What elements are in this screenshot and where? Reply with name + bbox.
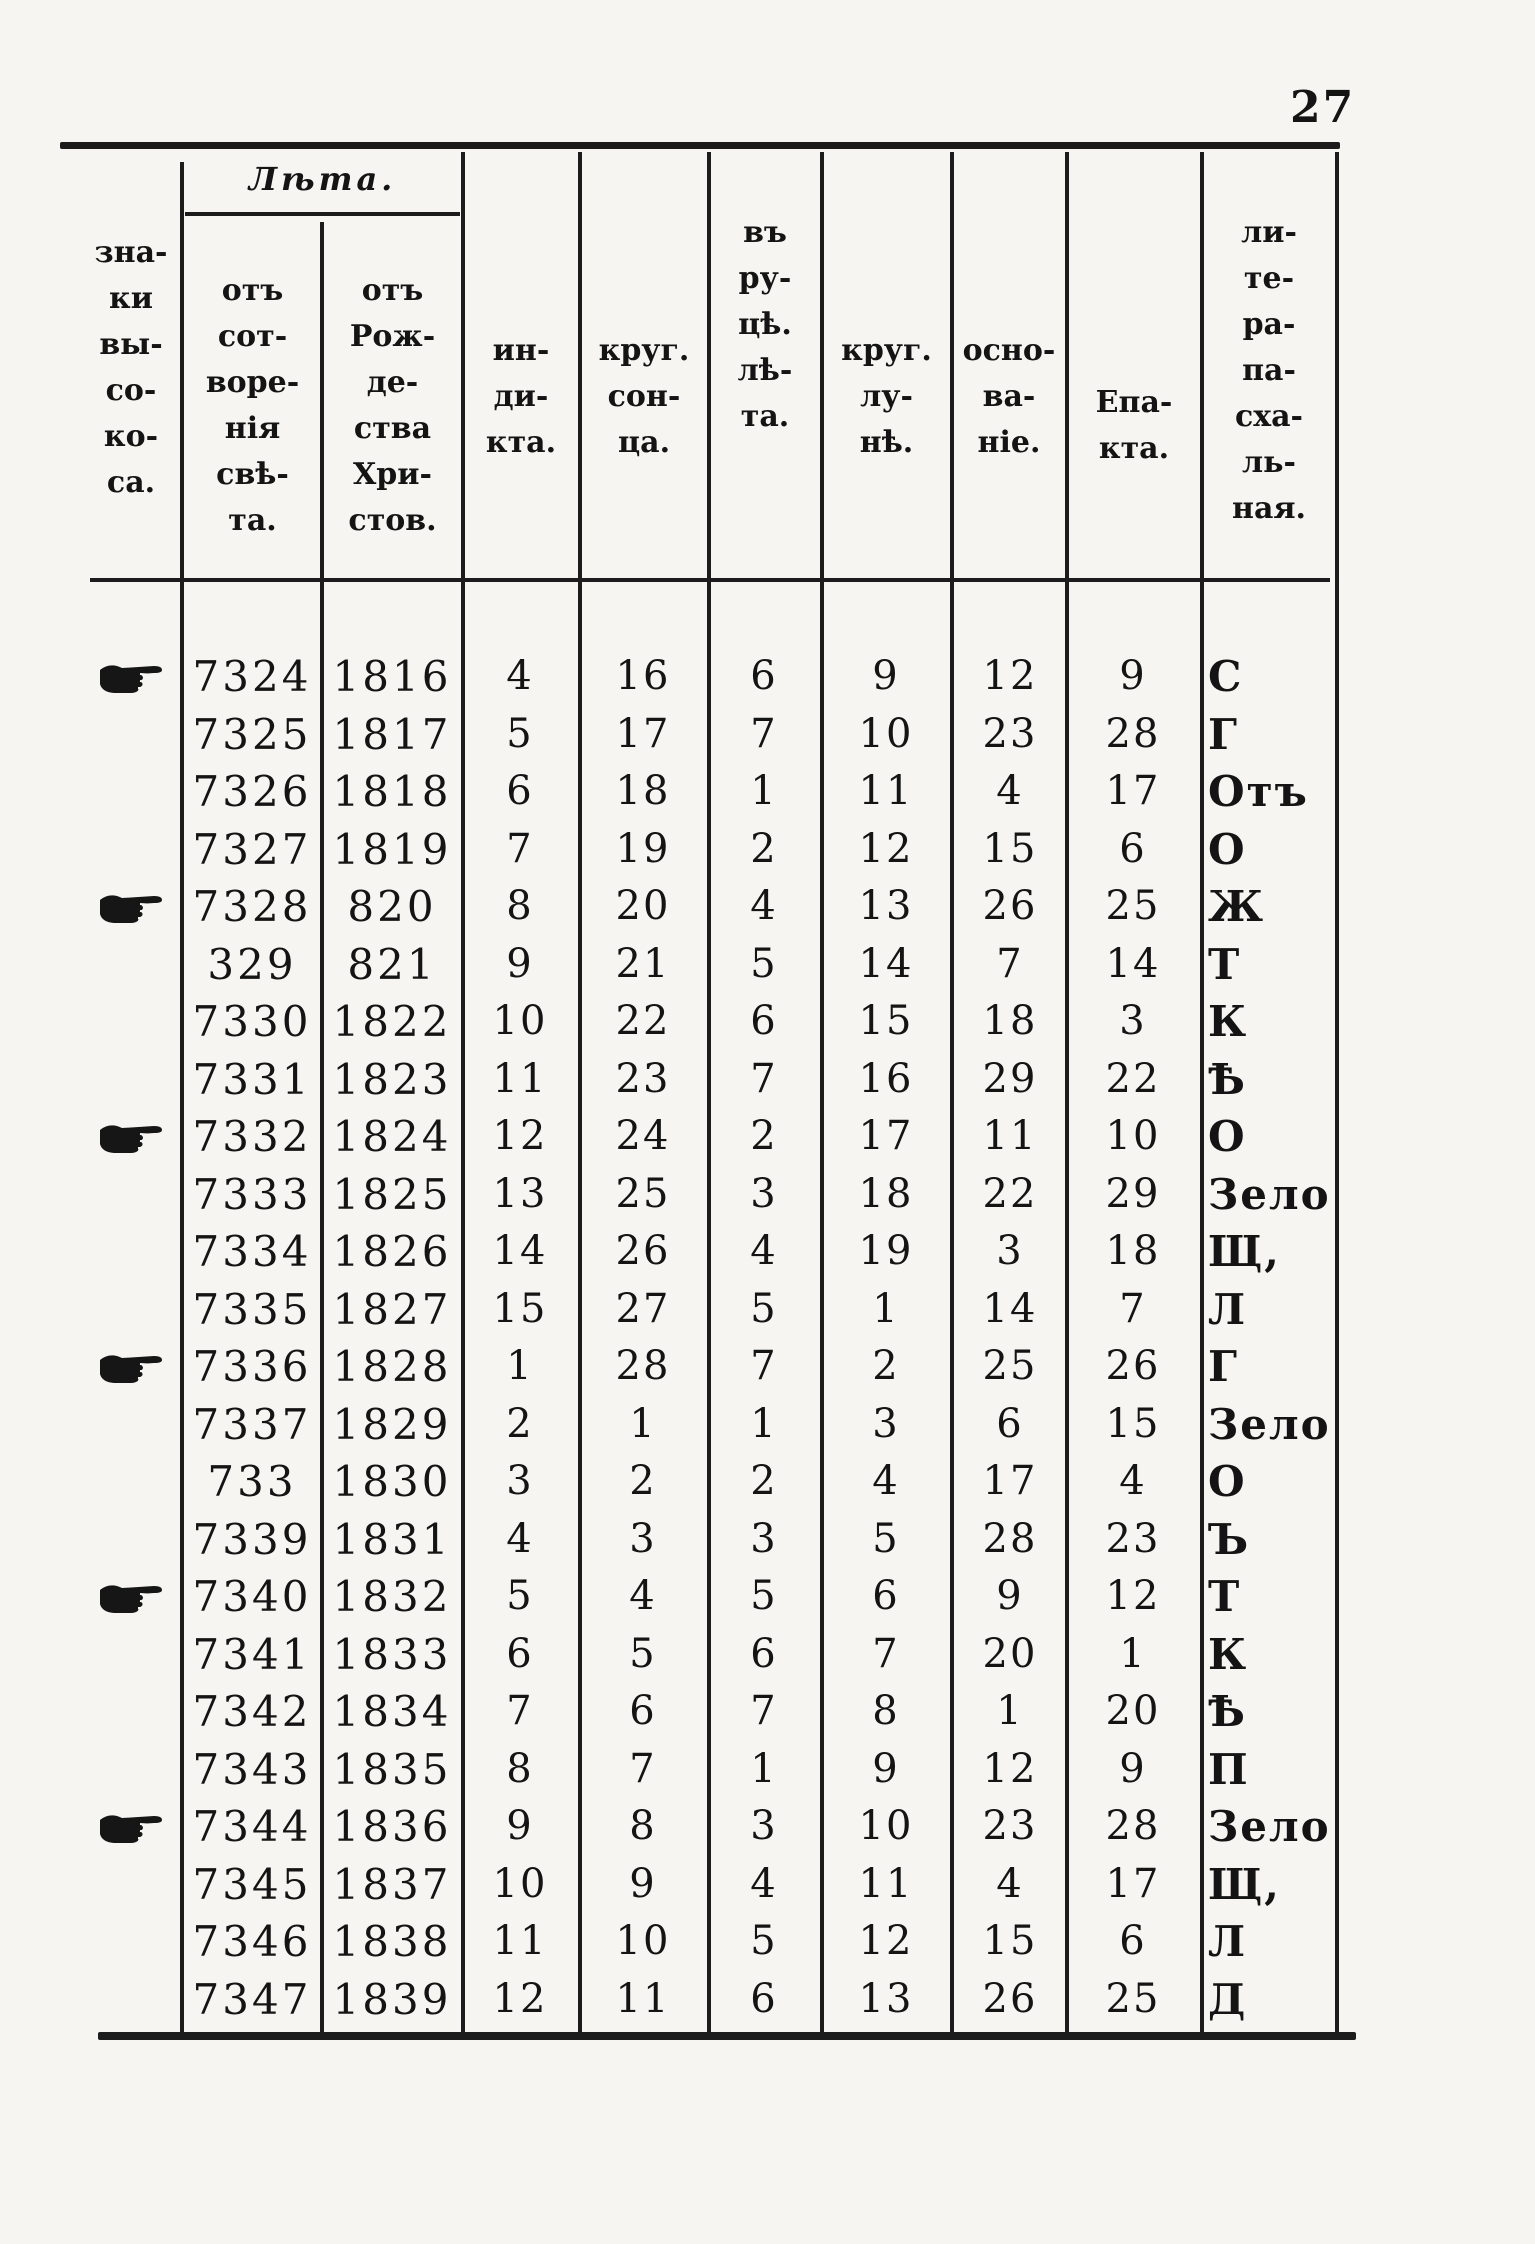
cell-creation-year: 7346 [192,1917,312,1966]
cell-creation-year: 7324 [192,652,312,701]
cell-paschal-letter: О [1208,824,1247,874]
cell-epact: 12 [1105,1573,1161,1619]
cell-creation-year: 7335 [192,1284,312,1334]
cell-epact: 15 [1105,1400,1161,1447]
cell-lunar-cycle: 13 [858,1975,914,2022]
cell-hand-year: 2 [750,825,778,872]
cell-epact: 29 [1105,1170,1161,1217]
cell-basis: 23 [982,710,1038,757]
cell-paschal-letter: Г [1208,1342,1239,1391]
cell-lunar-cycle: 5 [872,1515,900,1562]
cell-basis: 26 [982,1975,1038,2022]
cell-epact: 17 [1105,768,1161,814]
cell-nativity-year: 821 [347,939,437,989]
cell-basis: 15 [982,1918,1038,1964]
cell-lunar-cycle: 10 [858,1803,914,1849]
top-rule [60,142,1340,149]
header-hand-year: въ ру- цѣ. лѣ- та. [737,215,793,434]
cell-basis: 9 [996,1573,1024,1619]
cell-nativity-year: 1829 [332,1399,452,1449]
cell-lunar-cycle: 7 [872,1630,900,1677]
cell-indiction: 11 [492,1055,548,1102]
cell-epact: 22 [1105,1055,1161,1102]
cell-basis: 4 [996,768,1024,814]
cell-paschal-letter: Зело [1208,1802,1331,1851]
cell-basis: 29 [982,1055,1038,1102]
cell-hand-year: 7 [750,1055,778,1102]
cell-epact: 20 [1105,1688,1161,1734]
cell-paschal-letter: О [1208,1112,1247,1161]
cell-basis: 20 [982,1630,1038,1677]
cell-solar-cycle: 5 [629,1630,657,1677]
cell-creation-year: 7341 [192,1629,312,1679]
cell-hand-year: 1 [750,1745,778,1792]
cell-hand-year: 1 [750,1400,778,1447]
cell-indiction: 6 [506,1630,534,1677]
cell-solar-cycle: 19 [615,825,671,872]
header-underline [90,578,1330,582]
cell-nativity-year: 1819 [332,824,452,874]
cell-solar-cycle: 3 [629,1515,657,1562]
cell-creation-year: 7345 [192,1859,312,1909]
header-basis: осно- ва- ніе. [962,333,1056,460]
cell-paschal-letter: Ъ [1208,1514,1251,1564]
cell-indiction: 10 [492,1860,548,1907]
page-number: 27 [1290,82,1356,133]
cell-creation-year: 7343 [192,1744,312,1794]
cell-basis: 23 [982,1803,1038,1849]
cell-indiction: 15 [492,1285,548,1332]
cell-creation-year: 7347 [192,1974,312,2024]
cell-paschal-letter: Щ, [1208,1859,1281,1909]
cell-nativity-year: 1833 [332,1629,452,1679]
cell-indiction: 5 [506,1573,534,1619]
cell-paschal-letter: Л [1208,1917,1248,1966]
cell-lunar-cycle: 9 [872,1745,900,1792]
cell-paschal-letter: Ѣ [1208,1054,1247,1104]
cell-epact: 6 [1119,1918,1147,1964]
pointing-hand-icon [96,658,176,698]
header-from-creation: отъ сот- воре- нія свѣ- та. [205,273,300,538]
cell-lunar-cycle: 9 [872,653,900,699]
cell-hand-year: 6 [750,998,778,1044]
cell-lunar-cycle: 18 [858,1170,914,1217]
cell-paschal-letter: Зело [1208,1169,1331,1219]
cell-creation-year: 7327 [192,824,312,874]
cell-solar-cycle: 20 [615,883,671,929]
cell-lunar-cycle: 12 [858,1918,914,1964]
cell-indiction: 5 [506,710,534,757]
cell-indiction: 4 [506,653,534,699]
cell-creation-year: 7325 [192,709,312,759]
cell-indiction: 8 [506,1745,534,1792]
cell-lunar-cycle: 1 [872,1285,900,1332]
cell-nativity-year: 1830 [332,1457,452,1506]
cell-hand-year: 1 [750,768,778,814]
cell-indiction: 8 [506,883,534,929]
cell-solar-cycle: 26 [615,1228,671,1274]
cell-creation-year: 733 [207,1457,297,1506]
cell-hand-year: 4 [750,1228,778,1274]
cell-epact: 3 [1119,998,1147,1044]
cell-solar-cycle: 9 [629,1860,657,1907]
cell-epact: 9 [1119,653,1147,699]
header-from-nativity: отъ Рож- де- ства Хри- стов. [348,273,437,538]
cell-lunar-cycle: 16 [858,1055,914,1102]
cell-creation-year: 7344 [192,1802,312,1851]
cell-indiction: 2 [506,1400,534,1447]
pointing-hand-icon [96,1348,176,1388]
cell-nativity-year: 1822 [332,997,452,1046]
cell-epact: 14 [1105,940,1161,987]
cell-solar-cycle: 27 [615,1285,671,1332]
cell-creation-year: 7333 [192,1169,312,1219]
cell-hand-year: 5 [750,1573,778,1619]
cell-hand-year: 6 [750,653,778,699]
cell-paschal-letter: Л [1208,1284,1248,1334]
cell-creation-year: 7337 [192,1399,312,1449]
cell-hand-year: 3 [750,1170,778,1217]
cell-creation-year: 7339 [192,1514,312,1564]
cell-nativity-year: 1825 [332,1169,452,1219]
cell-basis: 14 [982,1285,1038,1332]
cell-nativity-year: 1832 [332,1572,452,1621]
cell-lunar-cycle: 3 [872,1400,900,1447]
cell-basis: 22 [982,1170,1038,1217]
cell-paschal-letter: Ж [1208,882,1266,931]
cell-nativity-year: 1818 [332,767,452,816]
cell-nativity-year: 1824 [332,1112,452,1161]
cell-paschal-letter: Зело [1208,1399,1331,1449]
cell-basis: 25 [982,1343,1038,1389]
column-rule [1200,152,1204,2032]
cell-lunar-cycle: 13 [858,883,914,929]
cell-creation-year: 329 [207,939,297,989]
group-underline [185,212,460,216]
cell-epact: 28 [1105,1803,1161,1849]
cell-basis: 7 [996,940,1024,987]
cell-nativity-year: 820 [347,882,437,931]
cell-epact: 26 [1105,1343,1161,1389]
cell-solar-cycle: 1 [629,1400,657,1447]
cell-creation-year: 7326 [192,767,312,816]
cell-solar-cycle: 21 [615,940,671,987]
cell-indiction: 7 [506,825,534,872]
cell-lunar-cycle: 6 [872,1573,900,1619]
cell-basis: 11 [982,1113,1038,1159]
cell-hand-year: 5 [750,1285,778,1332]
cell-epact: 10 [1105,1113,1161,1159]
cell-lunar-cycle: 10 [858,710,914,757]
cell-basis: 26 [982,883,1038,929]
cell-hand-year: 4 [750,883,778,929]
cell-epact: 25 [1105,1975,1161,2022]
cell-paschal-letter: Т [1208,1572,1242,1621]
pointing-hand-icon [96,888,176,928]
cell-paschal-letter: К [1208,1629,1249,1679]
cell-indiction: 14 [492,1228,548,1274]
cell-indiction: 9 [506,940,534,987]
cell-lunar-cycle: 15 [858,998,914,1044]
cell-indiction: 13 [492,1170,548,1217]
cell-lunar-cycle: 12 [858,825,914,872]
cell-hand-year: 6 [750,1630,778,1677]
cell-epact: 17 [1105,1860,1161,1907]
cell-solar-cycle: 11 [615,1975,671,2022]
pointing-hand-icon [96,1808,176,1848]
cell-solar-cycle: 24 [615,1113,671,1159]
cell-epact: 6 [1119,825,1147,872]
cell-lunar-cycle: 11 [858,768,914,814]
cell-indiction: 1 [506,1343,534,1389]
cell-nativity-year: 1834 [332,1687,452,1736]
cell-solar-cycle: 17 [615,710,671,757]
cell-indiction: 6 [506,768,534,814]
cell-hand-year: 2 [750,1113,778,1159]
cell-nativity-year: 1837 [332,1859,452,1909]
header-lunar-cycle: круг. лу- нѣ. [841,333,932,460]
header-solar-cycle: круг. сон- ца. [598,333,690,460]
cell-solar-cycle: 28 [615,1343,671,1389]
cell-paschal-letter: П [1208,1744,1250,1794]
cell-solar-cycle: 22 [615,998,671,1044]
cell-paschal-letter: Щ, [1208,1227,1281,1276]
cell-solar-cycle: 8 [629,1803,657,1849]
cell-paschal-letter: Д [1208,1974,1248,2024]
cell-basis: 17 [982,1458,1038,1504]
cell-hand-year: 3 [750,1515,778,1562]
cell-lunar-cycle: 14 [858,940,914,987]
cell-paschal-letter: Т [1208,939,1242,989]
bottom-rule [98,2032,1356,2040]
header-indiction: ин- ди- кта. [485,333,557,460]
cell-epact: 4 [1119,1458,1147,1504]
cell-epact: 9 [1119,1745,1147,1792]
cell-nativity-year: 1823 [332,1054,452,1104]
cell-solar-cycle: 7 [629,1745,657,1792]
cell-solar-cycle: 25 [615,1170,671,1217]
cell-basis: 6 [996,1400,1024,1447]
cell-hand-year: 5 [750,940,778,987]
cell-creation-year: 7331 [192,1054,312,1104]
cell-indiction: 3 [506,1458,534,1504]
cell-solar-cycle: 10 [615,1918,671,1964]
cell-creation-year: 7332 [192,1112,312,1161]
cell-solar-cycle: 23 [615,1055,671,1102]
cell-hand-year: 5 [750,1918,778,1964]
cell-creation-year: 7340 [192,1572,312,1621]
cell-basis: 1 [996,1688,1024,1734]
cell-nativity-year: 1816 [332,652,452,701]
cell-hand-year: 6 [750,1975,778,2022]
cell-indiction: 11 [492,1918,548,1964]
cell-lunar-cycle: 2 [872,1343,900,1389]
cell-solar-cycle: 4 [629,1573,657,1619]
cell-lunar-cycle: 17 [858,1113,914,1159]
cell-indiction: 7 [506,1688,534,1734]
cell-indiction: 9 [506,1803,534,1849]
cell-indiction: 10 [492,998,548,1044]
cell-hand-year: 2 [750,1458,778,1504]
cell-nativity-year: 1831 [332,1514,452,1564]
cell-creation-year: 7334 [192,1227,312,1276]
pointing-hand-icon [96,1118,176,1158]
cell-nativity-year: 1836 [332,1802,452,1851]
cell-basis: 15 [982,825,1038,872]
cell-epact: 1 [1119,1630,1147,1677]
cell-epact: 25 [1105,883,1161,929]
header-epact: Епа- кта. [1095,385,1173,466]
cell-lunar-cycle: 19 [858,1228,914,1274]
cell-creation-year: 7342 [192,1687,312,1736]
cell-basis: 18 [982,998,1038,1044]
cell-solar-cycle: 2 [629,1458,657,1504]
cell-nativity-year: 1828 [332,1342,452,1391]
cell-epact: 28 [1105,710,1161,757]
cell-paschal-letter: Ѣ [1208,1687,1247,1736]
cell-nativity-year: 1835 [332,1744,452,1794]
cell-hand-year: 7 [750,1343,778,1389]
cell-basis: 3 [996,1228,1024,1274]
cell-creation-year: 7336 [192,1342,312,1391]
cell-nativity-year: 1838 [332,1917,452,1966]
cell-hand-year: 7 [750,1688,778,1734]
cell-nativity-year: 1827 [332,1284,452,1334]
cell-epact: 7 [1119,1285,1147,1332]
cell-hand-year: 3 [750,1803,778,1849]
cell-creation-year: 7330 [192,997,312,1046]
cell-epact: 18 [1105,1228,1161,1274]
cell-basis: 28 [982,1515,1038,1562]
cell-indiction: 4 [506,1515,534,1562]
cell-nativity-year: 1817 [332,709,452,759]
cell-lunar-cycle: 4 [872,1458,900,1504]
cell-hand-year: 7 [750,710,778,757]
cell-indiction: 12 [492,1113,548,1159]
cell-basis: 12 [982,1745,1038,1792]
cell-paschal-letter: Отъ [1208,767,1309,816]
cell-nativity-year: 1839 [332,1974,452,2024]
cell-paschal-letter: Г [1208,709,1239,759]
cell-epact: 23 [1105,1515,1161,1562]
cell-indiction: 12 [492,1975,548,2022]
cell-basis: 12 [982,653,1038,699]
cell-hand-year: 4 [750,1860,778,1907]
header-years-group: Лѣта. [248,160,397,198]
header-high-year-signs: зна- ки вы- со- ко- са. [94,235,168,500]
cell-basis: 4 [996,1860,1024,1907]
cell-lunar-cycle: 11 [858,1860,914,1907]
pointing-hand-icon [96,1578,176,1618]
cell-paschal-letter: С [1208,652,1244,701]
cell-paschal-letter: К [1208,997,1249,1046]
cell-nativity-year: 1826 [332,1227,452,1276]
cell-creation-year: 7328 [192,882,312,931]
cell-paschal-letter: О [1208,1457,1247,1506]
header-paschal-letter: ли- те- ра- па- сха- ль- ная. [1231,215,1306,526]
cell-lunar-cycle: 8 [872,1688,900,1734]
cell-solar-cycle: 18 [615,768,671,814]
cell-solar-cycle: 16 [615,653,671,699]
cell-solar-cycle: 6 [629,1688,657,1734]
